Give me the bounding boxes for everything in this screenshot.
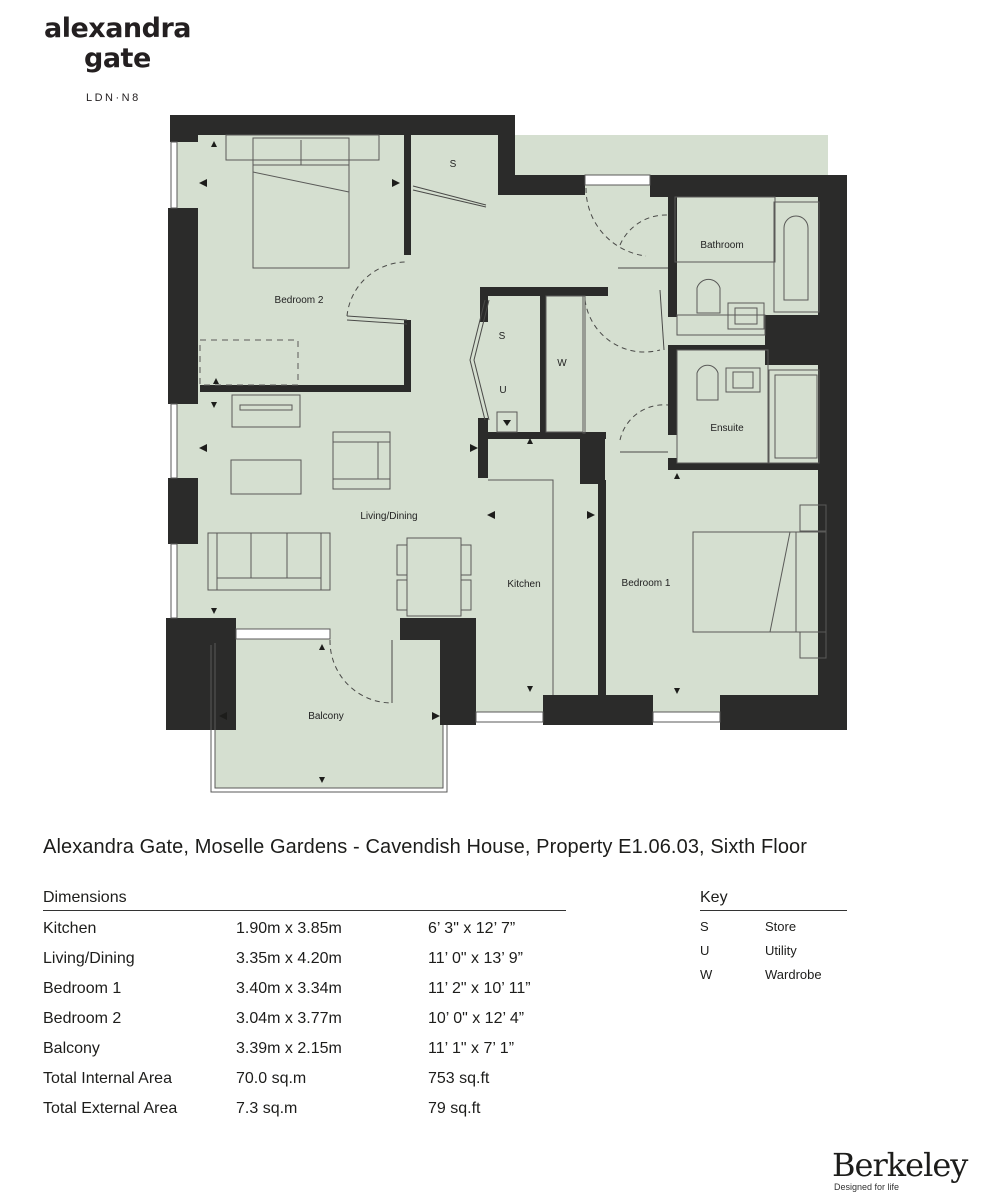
- wardrobe-code: W: [557, 358, 567, 369]
- dimension-row: [43, 1004, 566, 1034]
- metric-size: 3.35m x 4.20m: [236, 950, 342, 967]
- logo-line-1: alexandra: [44, 13, 192, 44]
- utility-code: U: [499, 385, 507, 396]
- developer-tagline: Designed for life: [834, 1182, 900, 1192]
- key-code: W: [700, 967, 713, 982]
- dimension-row: [43, 1094, 566, 1124]
- developer-name: Berkeley: [832, 1146, 968, 1184]
- key-legend: [700, 889, 847, 987]
- ensuite-label: Ensuite: [710, 423, 744, 434]
- metric-size: 3.39m x 2.15m: [236, 1040, 342, 1057]
- metric-size: 70.0 sq.m: [236, 1070, 307, 1087]
- key-label: Utility: [765, 943, 797, 958]
- metric-size: 3.04m x 3.77m: [236, 1010, 342, 1027]
- key-code: S: [700, 919, 709, 934]
- floor-areas: [176, 135, 828, 788]
- room-name: Balcony: [43, 1040, 100, 1057]
- logo-line-2: gate: [84, 43, 151, 74]
- imperial-size: 10’ 0" x 12’ 4”: [428, 1010, 525, 1027]
- key-code: U: [700, 943, 710, 958]
- dimension-row: [43, 1034, 566, 1064]
- room-name: Kitchen: [43, 920, 97, 937]
- kitchen-label: Kitchen: [507, 579, 541, 590]
- property-title: Alexandra Gate, Moselle Gardens - Cavendish House, Property E1.06.03, Sixth Floor: [43, 836, 808, 858]
- imperial-size: 11’ 2" x 10’ 11”: [428, 980, 531, 997]
- dimension-row: [43, 974, 566, 1004]
- room-name: Total Internal Area: [43, 1070, 172, 1087]
- key-item: [700, 915, 847, 939]
- bathroom-label: Bathroom: [700, 240, 744, 251]
- room-name: Bedroom 1: [43, 980, 122, 997]
- dimension-row: [43, 944, 566, 974]
- imperial-size: 11’ 0" x 13’ 9”: [428, 950, 523, 967]
- key-item: [700, 939, 847, 963]
- imperial-size: 753 sq.ft: [428, 1070, 490, 1087]
- metric-size: 1.90m x 3.85m: [236, 920, 342, 937]
- key-heading: Key: [700, 889, 847, 911]
- key-label: Store: [765, 919, 797, 934]
- room-name: Bedroom 2: [43, 1010, 122, 1027]
- balcony-label: Balcony: [308, 711, 344, 722]
- imperial-size: 79 sq.ft: [428, 1100, 481, 1117]
- bedroom-2-label: Bedroom 2: [274, 295, 324, 306]
- dimensions-table: [43, 889, 566, 1124]
- developer-logo: [832, 1148, 967, 1192]
- metric-size: 3.40m x 3.34m: [236, 980, 342, 997]
- room-name: Living/Dining: [43, 950, 135, 967]
- logo-location: LDN·N8: [86, 92, 141, 104]
- imperial-size: 6’ 3" x 12’ 7”: [428, 920, 516, 937]
- key-item: [700, 963, 847, 987]
- dimensions-heading: Dimensions: [43, 889, 566, 911]
- key-label: Wardrobe: [765, 967, 822, 982]
- bedroom-1-label: Bedroom 1: [621, 578, 671, 589]
- living-dining-label: Living/Dining: [360, 511, 418, 522]
- dimension-row: [43, 914, 566, 944]
- metric-size: 7.3 sq.m: [236, 1100, 298, 1117]
- dimension-row: [43, 1064, 566, 1094]
- store-top-code: S: [449, 159, 457, 170]
- imperial-size: 11’ 1" x 7’ 1”: [428, 1040, 515, 1057]
- room-name: Total External Area: [43, 1100, 178, 1117]
- store-mid-code: S: [498, 331, 506, 342]
